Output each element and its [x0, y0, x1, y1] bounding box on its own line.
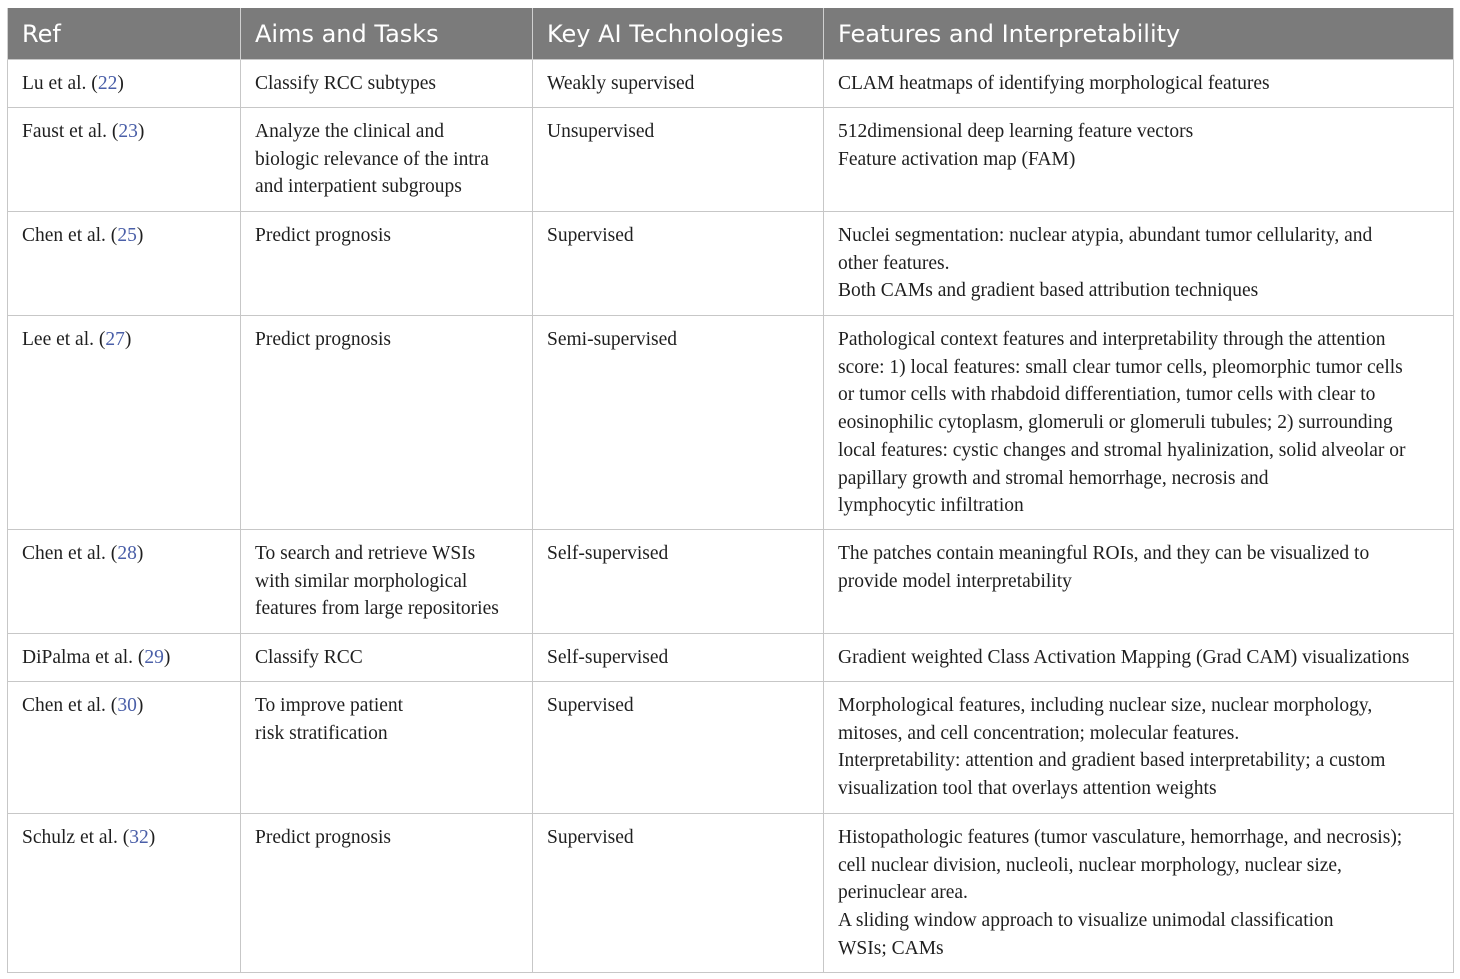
- aims-line: features from large repositories: [255, 598, 499, 620]
- aims-line: Predict prognosis: [255, 225, 391, 246]
- ref-author: Lu et al. (: [22, 73, 98, 94]
- reference-link[interactable]: 25: [117, 225, 137, 246]
- header-aims-and-tasks: Aims and Tasks: [241, 8, 533, 60]
- technology-cell: Self-supervised: [533, 530, 824, 634]
- features-line: Pathological context features and interpretability through the attention: [838, 329, 1386, 350]
- technology-cell: Supervised: [533, 682, 824, 814]
- table-row: [8, 316, 1454, 530]
- technology-cell: Weakly supervised: [533, 60, 824, 108]
- table-row: [8, 682, 1454, 814]
- ref-close-paren: ): [117, 73, 124, 94]
- ref-close-paren: ): [163, 647, 171, 668]
- header-features-and-interpretability: Features and Interpretability: [824, 8, 1454, 60]
- features-line: papillary growth and stromal hemorrhage, necrosis and: [838, 467, 1269, 489]
- ref-author: Chen et al. (: [22, 225, 118, 246]
- table-row: [8, 530, 1454, 634]
- aims-line: To improve patient: [255, 695, 404, 716]
- ref-cell: [8, 682, 241, 814]
- ref-author: Schulz et al. (: [22, 827, 130, 848]
- features-cell: [824, 60, 1454, 108]
- aims-line: Classify RCC subtypes: [255, 73, 436, 94]
- ref-cell: [8, 316, 241, 530]
- features-line: provide model interpretability: [838, 570, 1072, 592]
- features-line: Gradient weighted Class Activation Mapping (Grad CAM) visualizations: [838, 647, 1410, 668]
- ref-close-paren: ): [136, 543, 144, 564]
- features-cell: [824, 814, 1454, 973]
- aims-line: Predict prognosis: [255, 827, 391, 848]
- ref-author: Chen et al. (: [22, 695, 118, 716]
- reference-link[interactable]: 32: [129, 827, 149, 848]
- ref-close-paren: ): [136, 225, 144, 246]
- ref-author: Lee et al. (: [22, 329, 106, 350]
- features-cell: [824, 108, 1454, 212]
- table-row: [8, 634, 1454, 682]
- technology-cell: Self-supervised: [533, 634, 824, 682]
- features-cell: [824, 316, 1454, 530]
- aims-line: To search and retrieve WSIs: [255, 543, 476, 564]
- features-cell: [824, 212, 1454, 316]
- features-line: 512dimensional deep learning feature vectors: [838, 121, 1194, 142]
- ref-author: DiPalma et al. (: [22, 647, 145, 668]
- features-line: or tumor cells with rhabdoid differentiation, tumor cells with clear to: [838, 384, 1376, 406]
- ref-cell: [8, 212, 241, 316]
- features-line: eosinophilic cytoplasm, glomeruli or glomeruli tubules; 2) surrounding: [838, 412, 1393, 434]
- technology-cell: Supervised: [533, 814, 824, 973]
- features-line: Morphological features, including nuclear size, nuclear morphology,: [838, 695, 1373, 716]
- features-line: Both CAMs and gradient based attribution techniques: [838, 280, 1259, 302]
- features-line: Feature activation map (FAM): [838, 148, 1076, 170]
- table-header-row: [8, 8, 1454, 60]
- aims-line: with similar morphological: [255, 570, 468, 592]
- table-row: [8, 814, 1454, 973]
- ref-cell: [8, 530, 241, 634]
- technology-cell: Unsupervised: [533, 108, 824, 212]
- features-line: A sliding window approach to visualize unimodal classification: [838, 910, 1334, 932]
- features-cell: [824, 530, 1454, 634]
- reference-link[interactable]: 23: [118, 121, 138, 142]
- reference-link[interactable]: 28: [117, 543, 137, 564]
- features-line: Interpretability: attention and gradient based interpretability; a custom: [838, 750, 1386, 772]
- features-line: The patches contain meaningful ROIs, and they can be visualized to: [838, 543, 1370, 564]
- aims-line: risk stratification: [255, 722, 388, 744]
- features-line: mitoses, and cell concentration; molecular features.: [838, 722, 1240, 744]
- features-line: visualization tool that overlays attention weights: [838, 778, 1217, 800]
- ref-close-paren: ): [137, 121, 145, 142]
- ref-cell: [8, 60, 241, 108]
- reference-link[interactable]: 22: [97, 73, 118, 94]
- aims-line: Classify RCC: [255, 647, 363, 668]
- reference-link[interactable]: 27: [105, 329, 125, 350]
- aims-cell: [241, 530, 533, 634]
- aims-line: and interpatient subgroups: [255, 176, 462, 198]
- table-body: [8, 60, 1454, 973]
- technology-cell: Semi-supervised: [533, 316, 824, 530]
- table-row: [8, 212, 1454, 316]
- ref-author: Faust et al. (: [22, 121, 119, 142]
- ref-close-paren: ): [124, 329, 132, 350]
- ai-technologies-table: [7, 8, 1454, 973]
- features-line: Histopathologic features (tumor vasculature, hemorrhage, and necrosis);: [838, 827, 1403, 848]
- header-key-ai-technologies: Key AI Technologies: [533, 8, 824, 60]
- header-ref: Ref: [8, 8, 241, 60]
- features-line: lymphocytic infiltration: [838, 495, 1024, 517]
- features-line: perinuclear area.: [838, 882, 968, 904]
- features-line: WSIs; CAMs: [838, 937, 944, 959]
- features-line: local features: cystic changes and stromal hyalinization, solid alveolar or: [838, 439, 1406, 461]
- aims-cell: [241, 212, 533, 316]
- aims-cell: [241, 814, 533, 973]
- reference-link[interactable]: 30: [117, 695, 137, 716]
- technology-cell: Supervised: [533, 212, 824, 316]
- features-line: CLAM heatmaps of identifying morphological features: [838, 73, 1270, 94]
- ref-close-paren: ): [136, 695, 144, 716]
- features-cell: [824, 682, 1454, 814]
- features-line: other features.: [838, 252, 950, 274]
- features-line: cell nuclear division, nucleoli, nuclear morphology, nuclear size,: [838, 854, 1342, 876]
- table-row: [8, 60, 1454, 108]
- ref-cell: [8, 814, 241, 973]
- features-line: Nuclei segmentation: nuclear atypia, abundant tumor cellularity, and: [838, 225, 1373, 246]
- features-cell: [824, 634, 1454, 682]
- aims-cell: [241, 60, 533, 108]
- aims-line: Analyze the clinical and: [255, 121, 444, 142]
- aims-cell: [241, 108, 533, 212]
- aims-cell: [241, 316, 533, 530]
- aims-cell: [241, 634, 533, 682]
- reference-link[interactable]: 29: [144, 647, 164, 668]
- table-row: [8, 108, 1454, 212]
- ref-author: Chen et al. (: [22, 543, 118, 564]
- ref-cell: [8, 634, 241, 682]
- aims-cell: [241, 682, 533, 814]
- aims-line: biologic relevance of the intra: [255, 148, 489, 170]
- features-line: score: 1) local features: small clear tumor cells, pleomorphic tumor cells: [838, 356, 1403, 378]
- ref-cell: [8, 108, 241, 212]
- aims-line: Predict prognosis: [255, 329, 391, 350]
- ref-close-paren: ): [148, 827, 156, 848]
